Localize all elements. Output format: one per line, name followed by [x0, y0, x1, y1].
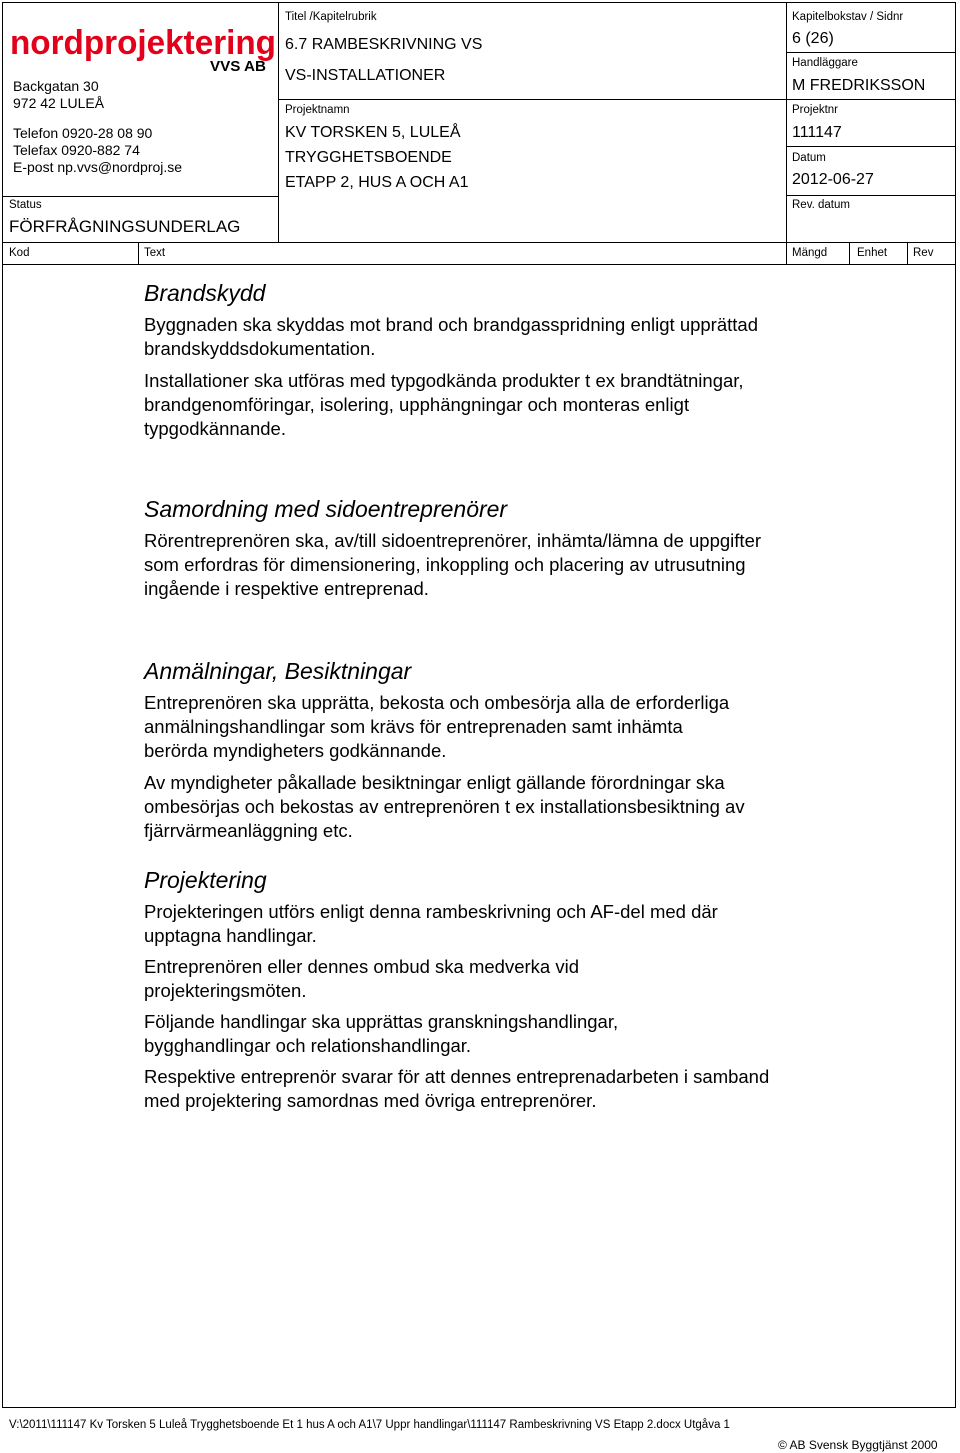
date-label: Datum — [792, 152, 826, 164]
header-divider-left — [278, 2, 279, 242]
section-brandskydd — [144, 279, 794, 441]
project-number-value: 111147 — [792, 124, 842, 141]
section-paragraph: Byggnaden ska skyddas mot brand och brandgasspridning enligt upprättad brandskyddsdokumentation. — [144, 314, 758, 359]
page-divider — [786, 52, 956, 53]
title-label: Titel /Kapitelrubrik — [285, 11, 377, 23]
handler-divider — [786, 99, 956, 100]
page-number-value: 6 (26) — [792, 30, 834, 47]
section-paragraph: Rörentreprenören ska, av/till sidoentreprenörer, inhämta/lämna de uppgifter som erfordras för dimensionering, inkoppling och placering av utrusutning ingående i respektive entreprenad. — [144, 530, 762, 599]
column-header-top — [2, 242, 956, 243]
logo-graphic — [10, 24, 278, 74]
column-header-bottom — [2, 264, 956, 265]
col-sep-enhet — [907, 242, 908, 264]
status-divider — [2, 196, 278, 197]
section-heading: Samordning med sidoentreprenörer — [144, 496, 508, 522]
section-heading: Brandskydd — [144, 280, 266, 306]
logo-subtitle: VVS AB — [210, 58, 267, 74]
column-rev: Rev — [913, 247, 934, 259]
column-kod: Kod — [9, 247, 30, 259]
section-paragraph: Av myndigheter påkallade besiktningar enligt gällande förordningar ska ombesörjas och bekostas av entreprenören t ex installationsbesiktning av fjärrvärmeanläggning etc. — [144, 772, 745, 841]
section-paragraph: Följande handlingar ska upprättas granskningshandlingar, bygghandlingar och relationshandlingar. — [144, 1011, 619, 1056]
col-sep-kod — [138, 242, 139, 264]
project-name-line3: ETAPP 2, HUS A OCH A1 — [285, 174, 469, 191]
title-line1: 6.7 RAMBESKRIVNING VS — [285, 36, 483, 53]
section-heading: Projektering — [144, 867, 267, 893]
column-text: Text — [144, 247, 166, 259]
date-value: 2012-06-27 — [792, 171, 874, 188]
col-sep-text — [786, 242, 787, 264]
copyright-icon: © — [778, 1438, 787, 1452]
section-samordning — [144, 495, 794, 601]
logo-wordmark: nordprojektering — [10, 24, 276, 62]
header-divider-right — [786, 2, 787, 242]
handler-label: Handläggare — [792, 57, 858, 69]
title-line2: VS-INSTALLATIONER — [285, 67, 446, 84]
section-paragraph: Projekteringen utförs enligt denna rambeskrivning och AF-del med där upptagna handlingar. — [144, 901, 718, 946]
section-projektering — [144, 866, 794, 1113]
company-phone: Telefon 0920-28 08 90 — [13, 125, 153, 141]
status-label: Status — [9, 199, 42, 211]
title-divider — [278, 99, 786, 100]
footer-copyright-row — [778, 1438, 938, 1452]
section-heading: Anmälningar, Besiktningar — [144, 658, 412, 684]
section-paragraph: Installationer ska utföras med typgodkända produkter t ex brandtätningar, brandgenomföringar, isolering, upphängningar och monteras enligt typgodkännande. — [144, 370, 744, 439]
page-number-label: Kapitelbokstav / Sidnr — [792, 11, 904, 23]
project-name-line2: TRYGGHETSBOENDE — [285, 149, 452, 166]
project-name-label: Projektnamn — [285, 104, 350, 116]
footer-copyright: AB Svensk Byggtjänst 2000 — [789, 1438, 938, 1452]
col-sep-mangd — [849, 242, 850, 264]
project-number-label: Projektnr — [792, 104, 839, 116]
footer-file-path: V:\2011\111147 Kv Torsken 5 Luleå Trygghetsboende Et 1 hus A och A1\7 Uppr handlingar\111147 Rambeskrivning VS Etapp 2.docx Utgåva 1 — [9, 1419, 730, 1431]
date-divider — [786, 195, 956, 196]
status-value: FÖRFRÅGNINGSUNDERLAG — [9, 217, 241, 236]
handler-value: M FREDRIKSSON — [792, 77, 926, 94]
company-fax: Telefax 0920-882 74 — [13, 142, 140, 158]
section-anmalningar — [144, 657, 794, 843]
projectnr-divider — [786, 146, 956, 147]
column-mangd: Mängd — [792, 247, 828, 259]
company-logo — [10, 24, 278, 74]
section-paragraph: Entreprenören eller dennes ombud ska medverka vid projekteringsmöten. — [144, 956, 579, 1001]
company-email: E-post np.vvs@nordproj.se — [13, 159, 183, 175]
rev-date-label: Rev. datum — [792, 199, 850, 211]
section-paragraph: Entreprenören ska upprätta, bekosta och ombesörja alla de erforderliga anmälningshandlingar som krävs för entreprenaden samt inhämta berörda myndigheters godkännande. — [144, 692, 730, 761]
section-paragraph: Respektive entreprenör svarar för att dennes entreprenadarbeten i samband med projektering samordnas med övriga entreprenörer. — [144, 1066, 770, 1111]
company-address-line2: 972 42 LULEÅ — [13, 95, 105, 111]
company-address-line1: Backgatan 30 — [13, 78, 99, 94]
project-name-line1: KV TORSKEN 5, LULEÅ — [285, 124, 461, 141]
column-enhet: Enhet — [857, 247, 888, 259]
